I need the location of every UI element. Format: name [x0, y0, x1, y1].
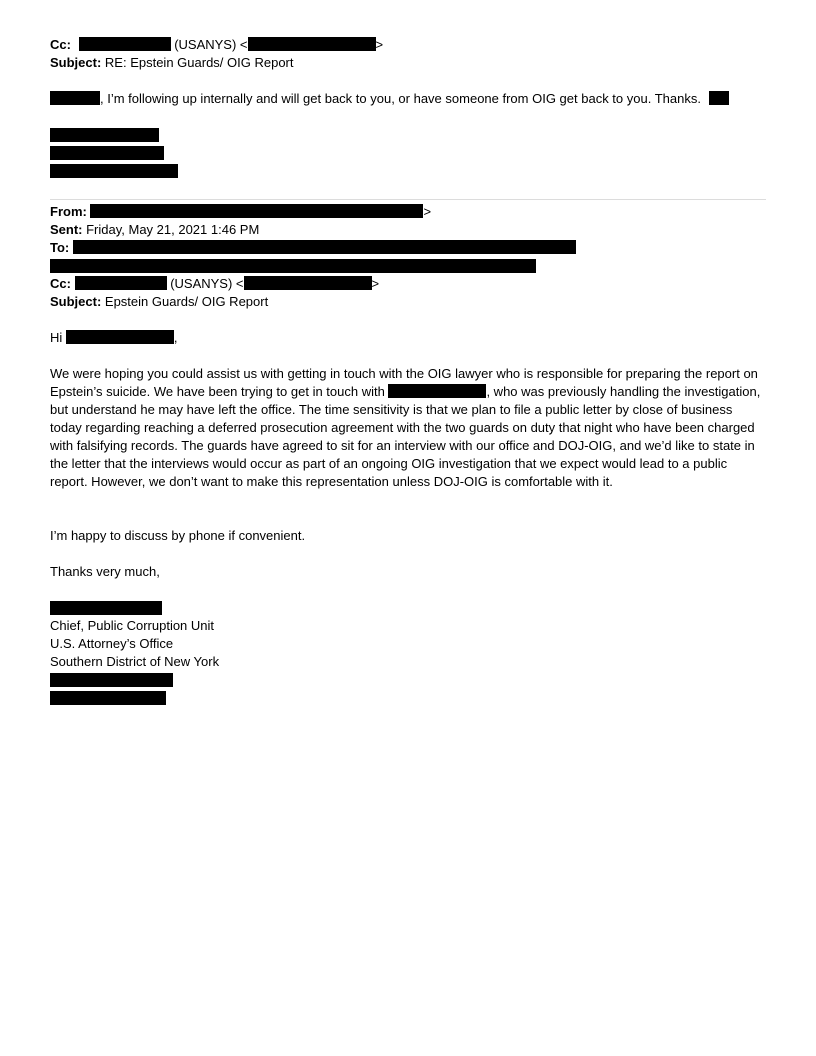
redaction-block	[50, 259, 536, 273]
subject-label: Subject:	[50, 294, 102, 309]
redaction-block	[388, 384, 486, 398]
redaction-block	[79, 37, 171, 51]
sent-line	[50, 222, 259, 238]
to-line	[50, 240, 576, 256]
from-label: From:	[50, 204, 87, 219]
redaction-block	[50, 164, 178, 178]
redaction-block	[66, 330, 174, 344]
body-paragraph-2: I’m happy to discuss by phone if convenient.	[50, 528, 306, 543]
signature-office: U.S. Attorney’s Office	[50, 636, 174, 651]
sent-label: Sent:	[50, 222, 83, 237]
cc-close: >	[375, 37, 384, 52]
cc-org: (USANYS) <	[170, 37, 248, 52]
subject-text: RE: Epstein Guards/ OIG Report	[101, 55, 294, 70]
subject-label: Subject:	[50, 55, 102, 70]
body-paragraph	[50, 365, 762, 491]
sent-text: Friday, May 21, 2021 1:46 PM	[82, 222, 260, 237]
redaction-block	[90, 204, 423, 218]
reply-subject-line	[50, 55, 294, 71]
greeting-end: ,	[173, 330, 178, 345]
redaction-block	[50, 146, 164, 160]
redaction-block	[248, 37, 376, 51]
redaction-block	[709, 91, 729, 105]
redaction-block	[75, 276, 167, 290]
reply-cc-line	[50, 37, 383, 53]
redaction-block	[244, 276, 372, 290]
reply-body	[50, 91, 729, 107]
signature-district: Southern District of New York	[50, 654, 220, 669]
redaction-block	[50, 673, 173, 687]
from-close: >	[423, 204, 432, 219]
redaction-block	[50, 128, 159, 142]
greeting-text: Hi	[50, 330, 63, 345]
subject-line	[50, 294, 268, 310]
cc-label: Cc:	[50, 276, 71, 291]
body-text-b: , who was previously handling the investigation, but understand he may have left the office. The time sensitivity is that we plan to file a public letter by close of business today regarding reaching a deferred prosecution agreement with the two guards on duty that night who have been charged with falsifying records. The guards have agreed to sit for an interview with our office and DOJ-OIG, and we’d like to state in the letter that the interviews would occur as part of an ongoing OIG investigation that we expect would lead to a public report. However, we don’t want to make this representation unless DOJ-OIG is comfortable with it.	[50, 384, 761, 489]
reply-body-text: , I’m following up internally and will get back to you, or have someone from OIG get back to you. Thanks.	[100, 91, 701, 106]
cc-org: (USANYS) <	[166, 276, 244, 291]
message-separator	[50, 199, 766, 200]
redaction-block	[73, 240, 576, 254]
redaction-block	[50, 91, 100, 105]
from-line	[50, 204, 431, 220]
body-text-a: We were hoping you could assist us with getting in touch with the OIG lawyer who is responsible for preparing the report on Epstein’s suicide. We have been trying to get in touch with	[50, 366, 758, 399]
subject-text: Epstein Guards/ OIG Report	[101, 294, 269, 309]
greeting	[50, 330, 178, 346]
signature-title: Chief, Public Corruption Unit	[50, 618, 215, 633]
cc-label: Cc:	[50, 37, 71, 52]
cc-close: >	[371, 276, 380, 291]
redaction-block	[50, 601, 162, 615]
cc-line	[50, 276, 379, 292]
closing: Thanks very much,	[50, 564, 160, 579]
redaction-block	[50, 691, 166, 705]
to-label: To:	[50, 240, 70, 255]
